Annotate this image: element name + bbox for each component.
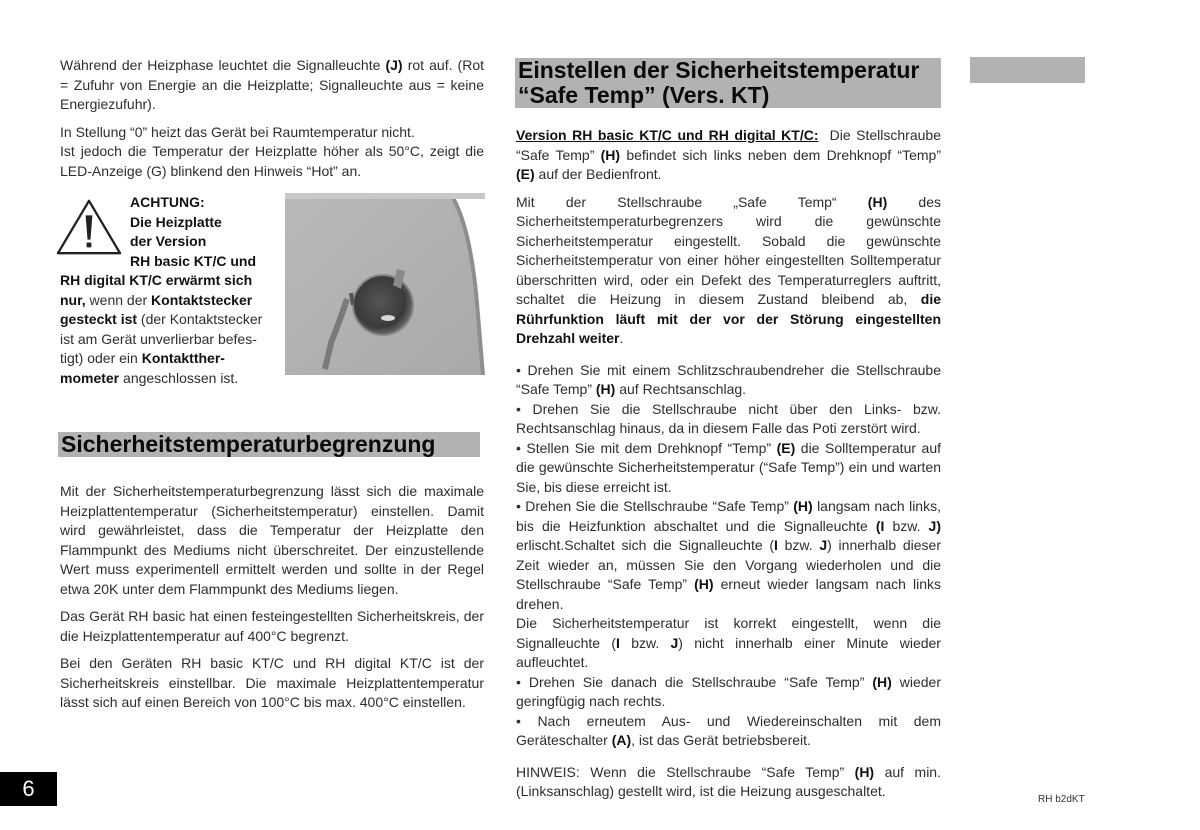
text: gesteckt ist [60, 311, 138, 327]
list-item [516, 712, 941, 751]
text: befindet sich links neben dem Drehknopf “Temp” [620, 146, 941, 163]
text: • Stellen Sie mit dem Drehknopf “Temp” [516, 439, 777, 456]
warning-line: ist am Gerät unverlierbar befes- [60, 330, 257, 347]
section-tab-marker [970, 57, 1085, 83]
warning-line: der Version [130, 233, 207, 249]
intro-paragraph [60, 56, 484, 115]
list-item [516, 614, 941, 673]
text: In Stellung “0” heizt das Gerät bei Raumtemperatur nicht. [60, 123, 415, 140]
warning-line: Die Heizplatte [130, 213, 222, 230]
text: des Sicherheitstemperaturbegrenzers wird die gewünschte Sicherheitstemperatur eingestellt. Sobald die gewünschte Sicherheitstemperatur von einer höher eingestellten Solltemperatur überschritten wird, oder ein Defekt des Temperaturreglers auftritt, schaltet die Heizung in diesem Zustand bleibend ab, [516, 193, 941, 307]
text: • Drehen Sie die Stellschraube “Safe Temp” [516, 498, 794, 514]
warning-section [60, 193, 484, 388]
version-paragraph [516, 126, 945, 185]
text: ) nicht innerhalb einer Minute wieder aufleuchtet. [516, 634, 941, 670]
safety-limiter-paragraph: Mit der Sicherheitstemperaturbegrenzung lässt sich die maximale Heizplattentemperatur (Sicherheitstemperatur) einstellen. Damit wird gewährleistet, dass die Temperatur der Heizplatte den Flammpunkt des Mediums nicht überschreitet. Der einzustellende Wert muss experimentell ermittelt werden und sollte in der Regel etwa 20K unter dem Flammpunkt des Mediums liegen. [60, 483, 484, 597]
warning-line [60, 291, 276, 311]
kt-models-paragraph: Bei den Geräten RH basic KT/C und RH digital KT/C ist der Sicherheitskreis einstellbar. Die maximale Heizplattentemperatur lässt sich auf einen Bereich von 100°C bis max. 400°C einstellen. [60, 655, 484, 710]
safe-temp-description-paragraph [516, 193, 941, 349]
text: • Nach erneutem Aus- und Wiedereinschalten mit dem Geräteschalter [516, 712, 941, 748]
warning-line [60, 310, 276, 330]
warning-title-block [130, 193, 256, 271]
list-item [516, 673, 941, 712]
text: , ist das Gerät betriebsbereit. [631, 732, 811, 748]
rh-basic-paragraph: Das Gerät RH basic hat einen festeingestellten Sicherheitskreis, der die Heizplattentemperatur auf 400°C begrenzt. [60, 608, 484, 644]
ref-label: (E) [776, 439, 796, 456]
text: nur, [60, 291, 86, 308]
text: wieder geringfügig nach rechts. [516, 673, 941, 709]
ref-label: (H) [595, 381, 616, 397]
warning-block [60, 193, 276, 388]
document-code: RH b2dKT [1038, 794, 1085, 805]
text: bzw. [884, 517, 929, 534]
section-heading-safety-limiter [58, 432, 480, 457]
text: • Drehen Sie danach die Stellschraube “Safe Temp” [516, 673, 873, 690]
list-item [516, 400, 941, 439]
text: ) innerhalb dieser Zeit wieder an, müssen Sie den Vorgang wiederholen und die Stellschraube “Safe Temp” [516, 537, 942, 592]
warning-line [60, 349, 276, 369]
right-column [516, 57, 945, 810]
page-number: 6 [0, 772, 57, 806]
text: die Solltemperatur auf die gewünschte Sicherheitstemperatur (“Safe Temp”) ein und warten Sie, bis diese erreicht ist. [516, 439, 941, 495]
text: auf min. (Linksanschlag) gestellt wird, ist die Heizung ausgeschaltet. [516, 763, 941, 799]
warning-triangle-icon [56, 197, 122, 257]
text: Mit der Stellschraube „Safe Temp“ [516, 193, 868, 210]
text: . [619, 330, 624, 346]
ref-label: (E) [516, 166, 535, 182]
warning-header [60, 193, 276, 271]
warning-line: RH digital KT/C erwärmt sich [60, 272, 253, 288]
device-photo [285, 193, 485, 375]
ref-label: I [774, 537, 778, 553]
section-heading-safe-temp [515, 58, 941, 108]
left-column [60, 56, 484, 721]
warning-line: RH basic KT/C und [130, 252, 257, 269]
instruction-list [516, 361, 941, 751]
warning-title: ACHTUNG: [130, 194, 205, 210]
heading-text: Sicherheitstemperaturbegrenzung [61, 431, 436, 457]
version-label: Version RH basic KT/C und RH digital KT/C: [516, 127, 819, 143]
list-item [516, 439, 941, 498]
text: auf Rechtsanschlag. [615, 381, 747, 397]
text: erneut wieder langsam nach links drehen. [516, 576, 941, 612]
text: Ist jedoch die Temperatur der Heizplatte höher als 50°C, zeigt die LED-Anzeige (G) blinkend den Hinweis “Hot” an. [60, 143, 484, 179]
list-item [516, 497, 941, 614]
ref-label: (H) [600, 146, 621, 163]
ref-label: (I [875, 517, 885, 534]
text: langsam nach links, bis die Heizfunktion abschaltet und die Signalleuchte [516, 498, 941, 534]
text: rot auf. (Rot = Zufuhr von Energie an die Heizplatte; Signalleuchte aus = keine Energiezufuhr). [60, 57, 484, 112]
warning-line [60, 369, 276, 389]
ref-label: (H) [694, 576, 714, 592]
ref-label: (H) [867, 193, 888, 210]
ref-label: (A) [611, 732, 632, 748]
text: Die Stellschraube “Safe Temp” [516, 127, 945, 163]
text: (der Kontaktstecker [137, 311, 263, 327]
text: Kontaktther- [141, 350, 225, 366]
note-paragraph [516, 763, 941, 802]
text: mometer [60, 369, 120, 386]
text: Während der Heizphase leuchtet die Signalleuchte [60, 57, 386, 73]
list-item [516, 361, 941, 400]
ref-label: (H) [854, 763, 875, 780]
ref-label: J [670, 634, 679, 651]
heading-text: Einstellen der Sicherheitstemperatur [518, 57, 920, 83]
heading-text: “Safe Temp” (Vers. KT) [518, 82, 770, 108]
ref-label: J [819, 537, 828, 553]
text: tigt) oder ein [60, 350, 142, 366]
emphasis: die Rührfunktion läuft mit der vor der Störung eingestellten Drehzahl weiter [516, 291, 941, 346]
ref-label: (H) [793, 498, 813, 514]
ref-label: (J) [385, 57, 403, 73]
ref-label: (H) [872, 673, 892, 690]
text: • Drehen Sie mit einem Schlitzschraubendreher die Stellschraube “Safe Temp” [516, 361, 941, 397]
standby-paragraph [60, 123, 484, 182]
warning-block-continued [60, 271, 276, 388]
text: • Drehen Sie die Stellschraube nicht über den Links- bzw. Rechtsanschlag hinaus, da in diesem Falle das Poti zerstört wird. [516, 400, 941, 436]
ref-label: J) [928, 517, 941, 534]
text: angeschlossen ist. [119, 369, 239, 386]
text: bzw. [619, 634, 671, 651]
ref-label: I [616, 634, 620, 651]
text: auf der Bedienfront. [534, 166, 662, 182]
text: wenn der [85, 291, 152, 308]
text: bzw. [777, 537, 820, 553]
text: Kontaktstecker [151, 291, 253, 308]
text: Die Sicherheitstemperatur ist korrekt eingestellt, wenn die Signalleuchte ( [516, 615, 941, 651]
text: HINWEIS: Wenn die Stellschraube “Safe Temp” [516, 763, 855, 780]
text: erlischt.Schaltet sich die Signalleuchte ( [516, 537, 775, 553]
